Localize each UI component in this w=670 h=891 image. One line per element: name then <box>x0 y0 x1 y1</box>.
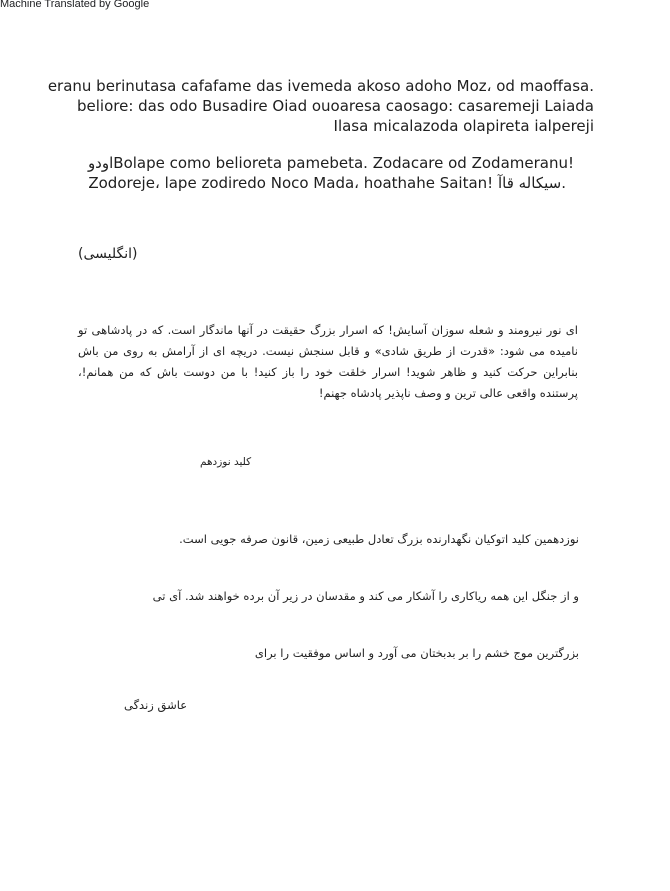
enochian-line: eranu berinutasa cafafame das ivemeda akoso adoho Moz، od maoffasa. <box>47 77 594 95</box>
enochian-line: اودوBolape como belioreta pamebeta. Zodacare od Zodameranu! <box>87 154 574 172</box>
invocation-paragraph: ای نور نیرومند و شعله سوزان آسایش! که اسرار بزرگ حقیقت در آنها ماندگار است. که در پادشاهی تو نامیده می شود: «قدرت از طریق شادی» و قابل سنجش نیست. دریچه ای از آرامش به روی من باش بنابراین حرکت کنید و ظاهر شوید! اسرار خلقت خود را باز کنید! با من دوست باش که من همانم!، پرستنده واقعی عالی ترین و وصف ناپذیر پادشاه جهنم! <box>78 323 578 400</box>
enochian-line: Ilasa micalazoda olapireta ialpereji <box>333 117 594 135</box>
machine-translation-note: Machine Translated by Google <box>0 0 150 10</box>
enochian-line: beliore: das odo Busadire Oiad ouoaresa caosago: casaremeji Laiada <box>77 97 594 115</box>
enochian-text-block-2 <box>88 153 574 193</box>
key-title: کلید نوزدهم <box>200 456 252 468</box>
enochian-line: Zodoreje، lape zodiredo Noco Mada، hoathahe Saitan! سیکاله قاآ. <box>88 174 566 192</box>
signature: عاشق زندگی <box>124 698 188 712</box>
text-line: نوزدهمین کلید اتوکیان نگهدارنده بزرگ تعادل طبیعی زمین، قانون صرفه جویی است. <box>179 532 579 546</box>
language-label: (انگلیسی) <box>78 246 138 262</box>
text-line: و از جنگل این همه ریاکاری را آشکار می کند و مقدسان در زیر آن برده خواهند شد. آی تی <box>152 589 579 603</box>
enochian-text-block-1 <box>48 76 594 136</box>
text-line: بزرگترین موج خشم را بر بدبختان می آورد و اساس موفقیت را برای <box>254 646 579 660</box>
